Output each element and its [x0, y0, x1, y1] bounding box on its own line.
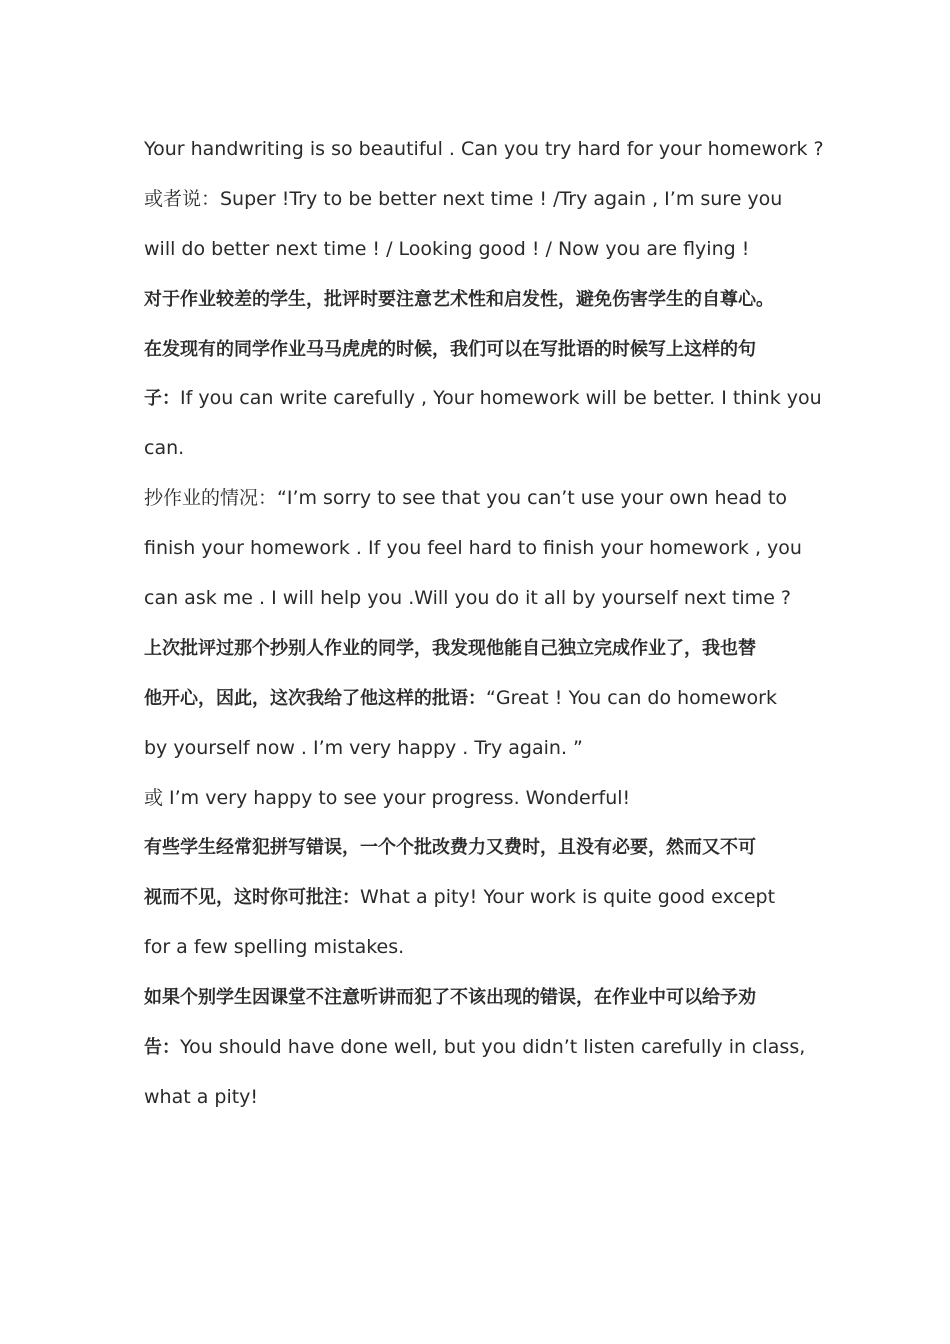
document-body: [144, 125, 824, 1123]
body-text: What a pity! Your work is quite good except: [360, 886, 776, 909]
body-text: 抄作业的情况：“I’m sorry to see that you can’t use your own head to: [144, 487, 788, 510]
text-line: [144, 923, 814, 973]
text-line: [144, 823, 814, 873]
bold-text: 上次批评过那个抄别人作业的同学，我发现他能自己独立完成作业了，我也替: [144, 637, 756, 659]
bold-text: 他开心，因此，这次我给了他这样的批语：: [144, 687, 486, 709]
text-line: [144, 873, 814, 923]
text-line: [144, 374, 822, 424]
text-line: [144, 724, 814, 774]
text-line: [144, 424, 814, 474]
text-line: [144, 474, 814, 524]
text-line: [144, 973, 814, 1023]
body-text: 或者说：Super !Try to be better next time ! /Try again , I’m sure you: [144, 187, 783, 210]
body-text: You should have done well, but you didn’t listen carefully in class,: [180, 1036, 806, 1059]
text-line: [144, 774, 814, 824]
bold-text: 视而不见，这时你可批注：: [144, 887, 360, 909]
body-text: will do better next time ! / Looking good ! / Now you are flying !: [144, 237, 750, 260]
bold-text: 子：: [144, 388, 180, 410]
bold-text: 告：: [144, 1037, 180, 1059]
text-line: [144, 1073, 814, 1123]
body-text: for a few spelling mistakes.: [144, 936, 405, 959]
bold-text: 如果个别学生因课堂不注意听讲而犯了不该出现的错误，在作业中可以给予劝: [144, 987, 756, 1009]
text-line: [144, 674, 814, 724]
body-text: Your handwriting is so beautiful . Can you try hard for your homework ?: [144, 138, 824, 160]
bold-text: 对于作业较差的学生，批评时要注意艺术性和启发性，避免伤害学生的自尊心。: [144, 288, 774, 310]
body-text: can ask me . I will help you .Will you do it all by yourself next time ?: [144, 587, 792, 610]
text-line: [144, 624, 814, 674]
text-line: [144, 524, 814, 574]
text-line: [144, 1023, 814, 1073]
body-text: what a pity!: [144, 1085, 259, 1108]
text-line: [144, 325, 814, 375]
bold-text: 有些学生经常犯拼写错误，一个个批改费力又费时，且没有必要，然而又不可: [144, 837, 756, 859]
body-text: If you can write carefully , Your homework will be better. I think you: [180, 387, 822, 410]
text-line: [144, 225, 814, 275]
body-text: can.: [144, 437, 185, 460]
body-text: finish your homework . If you feel hard to finish your homework , you: [144, 537, 802, 560]
text-line: [144, 175, 814, 225]
text-line: [144, 125, 824, 175]
body-text: 或 I’m very happy to see your progress. Wonderful!: [144, 786, 631, 809]
body-text: “Great ! You can do homework: [486, 686, 777, 709]
text-line: [144, 574, 814, 624]
bold-text: 在发现有的同学作业马马虎虎的时候，我们可以在写批语的时候写上这样的句: [144, 338, 756, 360]
body-text: by yourself now . I’m very happy . Try again. ”: [144, 736, 583, 759]
text-line: [144, 275, 814, 325]
